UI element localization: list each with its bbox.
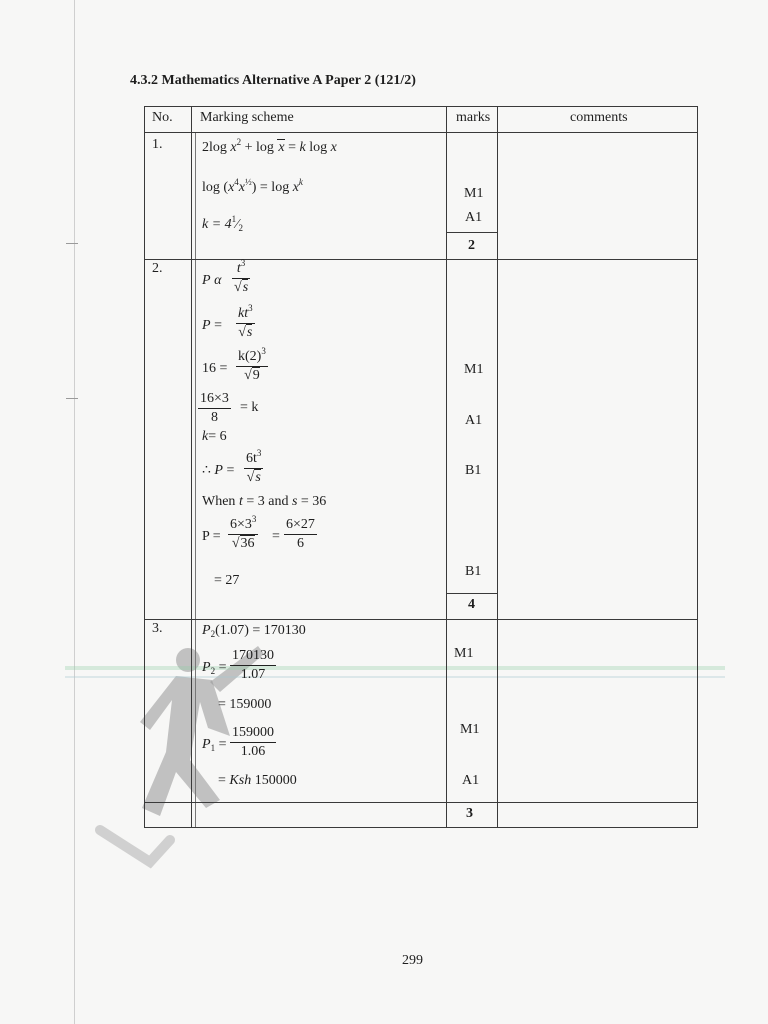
q2-mark-2: A1 <box>465 413 483 428</box>
margin-tick <box>66 243 78 244</box>
q2-mark-4: B1 <box>465 564 482 579</box>
table-col-divider-inner <box>195 132 196 828</box>
q1-total-top <box>446 232 498 233</box>
q2-step-3-lhs: 16 = <box>202 361 228 376</box>
table-col-divider <box>191 106 192 828</box>
table-border-right <box>697 106 698 828</box>
q2-step-4-frac: 16×3 8 <box>200 391 229 425</box>
table-col-divider <box>446 106 447 828</box>
q2-step-4-rhs: = k <box>240 400 259 415</box>
page-number: 299 <box>402 953 423 968</box>
q2-step-1-frac: $t^3$ √s <box>234 258 249 295</box>
table-border-left <box>144 106 145 828</box>
q2-step-7: When t = 3 and s = 36 <box>202 494 327 509</box>
table-header-divider <box>144 132 698 133</box>
q2-step-6-lhs: ∴ P = <box>202 463 235 478</box>
q2-mark-3: B1 <box>465 463 482 478</box>
q1-step-3: $k = 4^1⁄_2$ <box>202 214 244 233</box>
q3-step-4-frac: 159000 1.06 <box>232 725 274 759</box>
q1-step-1: 2log $x^2 + \log x = k$ log x <box>202 137 337 155</box>
row-divider <box>144 619 698 620</box>
q2-step-8-eq: = <box>272 529 280 544</box>
q2-total: 4 <box>468 597 475 612</box>
q2-step-1-lhs: P α <box>202 273 222 288</box>
margin-tick <box>66 398 78 399</box>
q2-step-3-frac: $k(2)^3$ √9 <box>238 346 266 383</box>
q2-step-9: = 27 <box>214 573 240 588</box>
q2-step-8-lhs: P = <box>202 529 221 544</box>
q3-step-2-lhs: $P_2$ = <box>202 660 227 676</box>
table-border-bottom <box>144 827 698 828</box>
table-border-top <box>144 106 698 107</box>
q1-mark-2: A1 <box>465 210 483 225</box>
q3-step-1: $P_2(1.07) = 170130$ <box>202 623 306 639</box>
q3-mark-3: A1 <box>462 773 480 788</box>
q2-step-8-frac-1: $6\times 3^3$ √36 <box>230 514 257 551</box>
q3-step-4-lhs: $P_1$ = <box>202 737 227 753</box>
q3-total: 3 <box>466 806 473 821</box>
header-no: No. <box>152 110 173 125</box>
q3-step-5: = Ksh 150000 <box>218 773 297 788</box>
q2-step-2-lhs: P = <box>202 318 222 333</box>
q2-mark-1: M1 <box>464 362 484 377</box>
scan-line <box>65 666 725 670</box>
q2-step-2-frac: $kt^3$ √s <box>238 303 253 340</box>
q2-total-top <box>446 593 498 594</box>
q3-number: 3. <box>152 621 163 636</box>
q3-mark-2: M1 <box>460 722 480 737</box>
header-marking-scheme: Marking scheme <box>200 110 294 125</box>
header-marks: marks <box>456 110 491 125</box>
q1-mark-1: M1 <box>464 186 484 201</box>
q3-step-3: = 159000 <box>218 697 272 712</box>
scan-line <box>65 676 725 678</box>
section-title: 4.3.2 Mathematics Alternative A Paper 2 (121/2) <box>130 73 416 88</box>
q1-number: 1. <box>152 137 163 152</box>
q3-step-2-frac: 170130 1.07 <box>232 648 274 682</box>
q2-number: 2. <box>152 261 163 276</box>
q3-mark-1: M1 <box>454 646 474 661</box>
q2-step-5: k= 6 <box>202 429 227 444</box>
q2-step-6-frac: $6t^3$ √s <box>246 448 262 485</box>
header-comments: comments <box>570 110 628 125</box>
q2-step-8-frac-2: 6×27 6 <box>286 517 315 551</box>
q1-total: 2 <box>468 238 475 253</box>
row-divider <box>144 259 698 260</box>
margin-line <box>74 0 75 1024</box>
q3-total-top <box>144 802 698 803</box>
q1-step-2: $\log (x^4x^{\frac{1}{2}}) = \log x^k$ <box>202 177 303 195</box>
table-col-divider <box>497 106 498 828</box>
